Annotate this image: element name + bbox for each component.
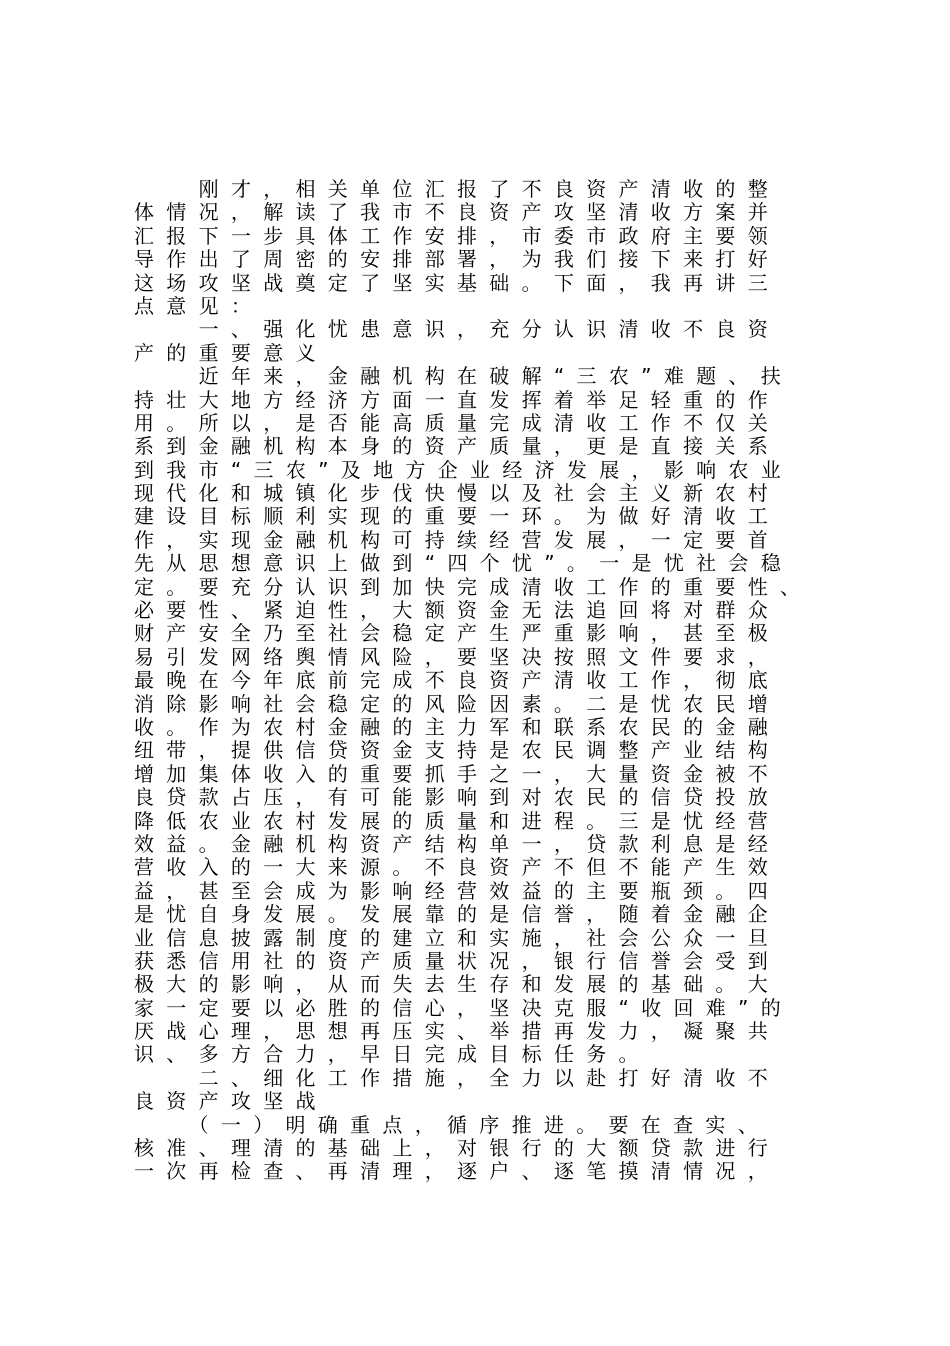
- text-line: 汇报下一步具体工作安排，市委市政府主要领: [134, 223, 780, 248]
- text-line: 必要性、紧迫性，大额资金无法追回将对群众: [134, 598, 780, 623]
- heading-line: 良资产攻坚战: [134, 1089, 328, 1114]
- heading-line: 二、细化工作措施，全力以赴打好清收不: [134, 1065, 780, 1090]
- text-line: 近年来，金融机构在破解“三农”难题、扶: [134, 364, 794, 389]
- text-line: 增加集体收入的重要抓手之一，大量资金被不: [134, 761, 780, 786]
- text-line: 刚才，相关单位汇报了不良资产清收的整: [134, 177, 780, 201]
- text-line: 核准、理清的基础上，对银行的大额贷款进行: [134, 1136, 780, 1161]
- text-line: （一）明确重点，循序推进。要在查实、: [134, 1112, 770, 1137]
- heading-line: 一、强化忧患意识，充分认识清收不良资: [134, 317, 780, 342]
- text-line: 持壮大地方经济方面一直发挥着举足轻重的作: [134, 387, 780, 412]
- body-text: [134, 178, 834, 1184]
- text-line: 到我市“三农”及地方企业经济发展，影响农业: [134, 457, 794, 482]
- text-line: 消除影响社会稳定的风险因素。二是忧农民增: [134, 691, 780, 716]
- text-line: 家一定要以必胜的信心，坚决克服“收回难”的: [134, 995, 794, 1020]
- text-line: 财产安全乃至社会稳定产生严重影响，甚至极: [134, 621, 780, 646]
- text-line: 定。要充分认识到加快完成清收工作的重要性、: [134, 574, 813, 599]
- text-line: 现代化和城镇化步伐快慢以及社会主义新农村: [134, 481, 780, 506]
- text-line: 用。所以，是否能高质量完成清收工作不仅关: [134, 410, 780, 435]
- text-line: 营收入的一大来源。不良资产不但不能产生效: [134, 855, 780, 880]
- text-line: 作，实现金融机构可持续经营发展，一定要首: [134, 527, 780, 552]
- text-line: 导作出了周密的安排部署，为我们接下来打好: [134, 247, 780, 272]
- text-line: 最晚在今年底前完成不良资产清收工作，彻底: [134, 668, 780, 693]
- text-line: 极大的影响，从而失去生存和发展的基础。大: [134, 972, 780, 997]
- text-line: 收。作为农村金融的主力军和联系农民的金融: [134, 714, 780, 739]
- text-line: 易引发网络舆情风险，要坚决按照文件要求，: [134, 644, 780, 669]
- text-line: 系到金融机构本身的资产质量，更是直接关系: [134, 434, 780, 459]
- text-line: 厌战心理，思想再压实、举措再发力，凝聚共: [134, 1019, 780, 1044]
- text-line: 识、多方合力，早日完成目标任务。: [134, 1042, 651, 1067]
- text-line: 效益。金融机构资产结构单一，贷款利息是经: [134, 831, 780, 856]
- text-line: 体情况，解读了我市不良资产攻坚清收方案并: [134, 200, 780, 225]
- text-line: 先从思想意识上做到“四个忧”。一是忧社会稳: [134, 551, 794, 576]
- text-line: 降低农业农村发展的质量和进程。三是忧经营: [134, 808, 780, 833]
- text-line: 这场攻坚战奠定了坚实基础。下面，我再讲三: [134, 270, 780, 295]
- text-line: 获悉信用社的资产质量状况，银行信誉会受到: [134, 948, 780, 973]
- text-line: 纽带，提供信贷资金支持是农民调整产业结构: [134, 738, 780, 763]
- text-line: 建设目标顺利实现的重要一环。为做好清收工: [134, 504, 780, 529]
- text-line: 良贷款占压，有可能影响到对农民的信贷投放: [134, 785, 780, 810]
- text-line: 益，甚至会成为影响经营效益的主要瓶颈。四: [134, 878, 780, 903]
- text-line: 一次再检查、再清理，逐户、逐笔摸清情况，: [134, 1159, 780, 1184]
- text-line: 业信息披露制度的建立和实施，社会公众一旦: [134, 925, 780, 950]
- text-line: 是忧自身发展。发展靠的是信誉，随着金融企: [134, 902, 780, 927]
- heading-line: 产的重要意义: [134, 340, 328, 365]
- text-line: 点意见：: [134, 293, 264, 318]
